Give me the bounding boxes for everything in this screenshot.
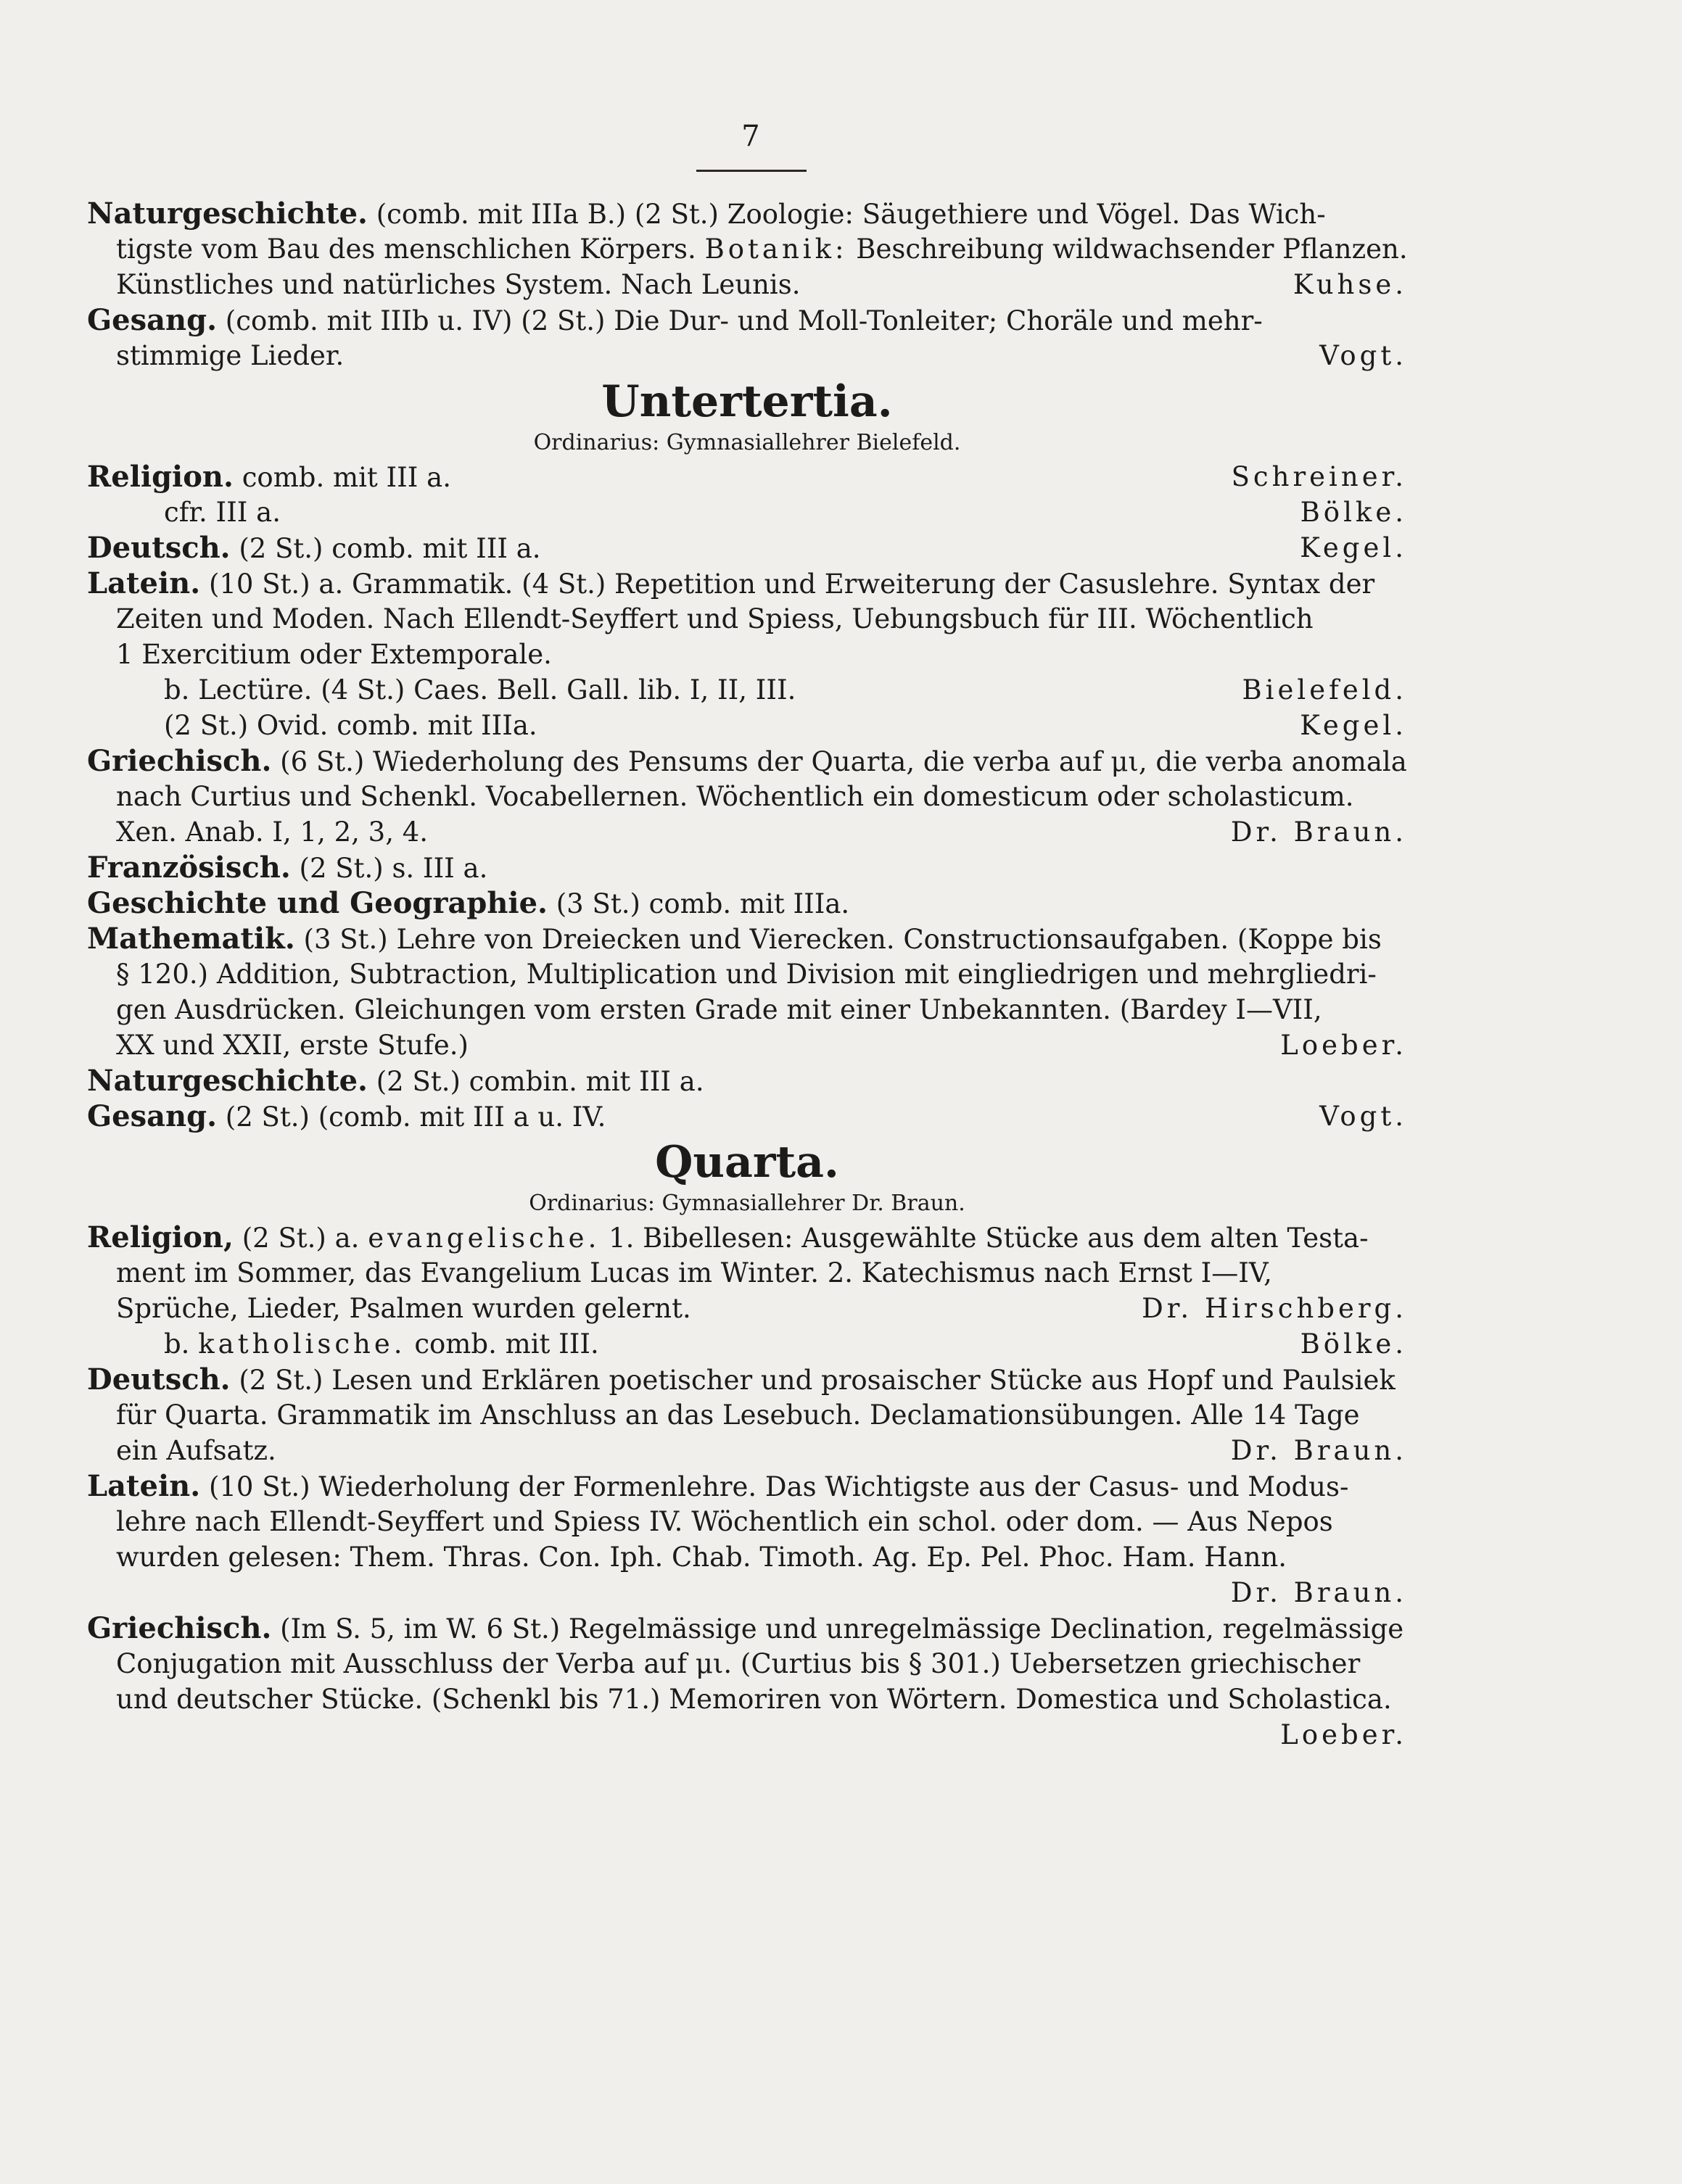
ut-religion-line-2 <box>87 495 1407 530</box>
ut-geschichte-line <box>87 885 1407 921</box>
ut-latein-text-5: (2 St.) Ovid. comb. mit IIIa. <box>164 710 537 741</box>
q-deutsch-text-1: (2 St.) Lesen und Erklären poetischer und prosaischer Stücke aus Hopf und Paulsiek <box>239 1365 1396 1396</box>
ut-natur-line <box>87 1063 1407 1099</box>
natur-teacher: Kuhse. <box>1293 269 1407 300</box>
q-religion-label: Religion, <box>87 1220 234 1254</box>
ut-griechisch-text-2: nach Curtius und Schenkl. Vocabellernen. Wöchentlich ein domesticum oder scholasticum. <box>116 781 1354 812</box>
q-religion-text-1c: 1. Bibellesen: Ausgewählte Stücke aus dem alten Testa- <box>609 1223 1369 1254</box>
q-griechisch-teacher: Loeber. <box>1280 1719 1407 1750</box>
section-heading-untertertia: Untertertia. <box>601 376 893 427</box>
q-latein-line-2 <box>87 1504 1407 1539</box>
q-griechisch-line-2 <box>87 1646 1407 1682</box>
ut-gesang-teacher: Vogt. <box>1319 1101 1407 1132</box>
ut-latein-text-3: 1 Exercitium oder Extemporale. <box>116 639 552 670</box>
q-religion-teacher-4: Bölke. <box>1300 1328 1407 1360</box>
natur-botanik: Botanik: <box>704 233 848 265</box>
q-griechisch-text-2: Conjugation mit Ausschluss der Verba auf μι. (Curtius bis § 301.) Uebersetzen griechischer <box>116 1648 1361 1679</box>
ut-gesang-line <box>87 1099 1407 1134</box>
ut-natur-text: (2 St.) combin. mit III a. <box>376 1066 704 1097</box>
q-latein-text-3: wurden gelesen: Them. Thras. Con. Iph. Chab. Timoth. Ag. Ep. Pel. Phoc. Ham. Hann. <box>116 1542 1287 1573</box>
ut-natur-label: Naturgeschichte. <box>87 1064 368 1098</box>
q-religion-text-1a: (2 St.) a. <box>242 1223 360 1254</box>
ut-religion-label: Religion. <box>87 460 234 494</box>
q-griechisch-text-1: (Im S. 5, im W. 6 St.) Regelmässige und unregelmässige Declination, regelmässige <box>280 1613 1404 1645</box>
q-latein-label: Latein. <box>87 1469 201 1503</box>
ut-latein-teacher-4: Bielefeld. <box>1242 674 1407 706</box>
ut-latein-text-4: b. Lectüre. (4 St.) Caes. Bell. Gall. lib. I, II, III. <box>164 674 796 706</box>
ut-geschichte-label: Geschichte und Geographie. <box>87 886 548 920</box>
ut-gesang-label: Gesang. <box>87 1099 218 1133</box>
ut-franz-label: Französisch. <box>87 851 291 885</box>
natur-text-2: tigste vom Bau des menschlichen Körpers. <box>116 233 696 265</box>
ut-franz-text: (2 St.) s. III a. <box>299 853 488 884</box>
q-latein-text-2: lehre nach Ellendt-Seyffert und Spiess IV. Wöchentlich ein schol. oder dom. — Aus Nepos <box>116 1506 1333 1537</box>
ordinarius-untertertia: Ordinarius: Gymnasiallehrer Bielefeld. <box>533 430 961 455</box>
ordinarius-quarta: Ordinarius: Gymnasiallehrer Dr. Braun. <box>529 1191 965 1216</box>
ut-mathe-label: Mathematik. <box>87 922 295 956</box>
ut-mathe-text-1: (3 St.) Lehre von Dreiecken und Vierecken. Constructionsaufgaben. (Koppe bis <box>303 924 1382 955</box>
ut-mathe-line-1 <box>87 921 1407 956</box>
ut-griechisch-text-1: (6 St.) Wiederholung des Pensums der Quarta, die verba auf μι, die verba anomala <box>280 746 1407 777</box>
q-griechisch-label: Griechisch. <box>87 1611 272 1645</box>
natur-label: Naturgeschichte. <box>87 197 368 231</box>
ut-deutsch-text: (2 St.) comb. mit III a. <box>239 533 541 564</box>
q-religion-line-2 <box>87 1255 1407 1291</box>
ut-latein-label: Latein. <box>87 566 201 600</box>
ut-mathe-text-3: gen Ausdrücken. Gleichungen vom ersten Grade mit einer Unbekannten. (Bardey I—VII, <box>116 994 1322 1025</box>
q-religion-line-1 <box>87 1220 1407 1255</box>
natur-text-2c: Beschreibung wildwachsender Pflanzen. <box>856 233 1408 265</box>
section-heading-quarta: Quarta. <box>655 1137 839 1188</box>
q-religion-text-4c: comb. mit III. <box>414 1328 599 1360</box>
page-number-rule <box>696 170 807 172</box>
ut-griechisch-line-3 <box>87 814 1407 850</box>
q-griechisch-text-3: und deutscher Stücke. (Schenkl bis 71.) Memoriren von Wörtern. Domestica und Scholastica. <box>116 1684 1392 1715</box>
natur-line-1 <box>87 196 1407 231</box>
ut-mathe-text-2: § 120.) Addition, Subtraction, Multiplication und Division mit eingliedrigen und mehrgliedri- <box>116 959 1377 990</box>
natur-text-3: Künstliches und natürliches System. Nach Leunis. <box>116 269 801 300</box>
ut-latein-line-2 <box>87 601 1407 637</box>
ut-griechisch-text-3: Xen. Anab. I, 1, 2, 3, 4. <box>116 816 429 848</box>
q-deutsch-label: Deutsch. <box>87 1362 231 1397</box>
ut-latein-text-2: Zeiten und Moden. Nach Ellendt-Seyffert und Spiess, Uebungsbuch für III. Wöchentlich <box>116 603 1314 634</box>
q-deutsch-teacher: Dr. Braun. <box>1230 1435 1407 1466</box>
q-religion-line-3 <box>87 1291 1407 1326</box>
ut-mathe-line-2 <box>87 956 1407 992</box>
ut-deutsch-teacher: Kegel. <box>1300 532 1407 563</box>
ut-griechisch-label: Griechisch. <box>87 744 272 778</box>
ut-latein-line-1 <box>87 566 1407 601</box>
q-deutsch-text-3: ein Aufsatz. <box>116 1435 276 1466</box>
ut-latein-line-5 <box>87 708 1407 743</box>
ut-religion-teacher-1: Schreiner. <box>1231 461 1407 492</box>
q-religion-teacher-3: Dr. Hirschberg. <box>1142 1293 1407 1324</box>
ut-latein-line-3 <box>87 637 1407 672</box>
ut-griechisch-teacher: Dr. Braun. <box>1230 816 1407 848</box>
ut-griechisch-line-2 <box>87 779 1407 814</box>
q-deutsch-text-2: für Quarta. Grammatik im Anschluss an das Lesebuch. Declamationsübungen. Alle 14 Tage <box>116 1399 1360 1431</box>
q-griechisch-line-3 <box>87 1682 1407 1717</box>
ut-latein-teacher-5: Kegel. <box>1300 710 1407 741</box>
q-latein-line-4 <box>87 1575 1407 1610</box>
q-deutsch-line-1 <box>87 1362 1407 1397</box>
gesang-label: Gesang. <box>87 303 218 337</box>
ut-mathe-line-3 <box>87 992 1407 1027</box>
ut-mathe-text-4: XX und XXII, erste Stufe.) <box>116 1030 469 1061</box>
q-latein-text-1: (10 St.) Wiederholung der Formenlehre. Das Wichtigste aus der Casus- und Modus- <box>208 1471 1349 1502</box>
q-griechisch-line-4 <box>87 1717 1407 1753</box>
gesang-text-1: (comb. mit IIIb u. IV) (2 St.) Die Dur- und Moll-Tonleiter; Choräle und mehr- <box>225 305 1263 336</box>
q-religion-line-4 <box>87 1326 1407 1362</box>
ut-religion-teacher-2: Bölke. <box>1300 497 1407 528</box>
natur-text-1: (comb. mit IIIa B.) (2 St.) Zoologie: Säugethiere und Vögel. Das Wich- <box>376 199 1326 230</box>
q-religion-text-2: ment im Sommer, das Evangelium Lucas im Winter. 2. Katechismus nach Ernst I—IV, <box>116 1257 1272 1289</box>
natur-line-3 <box>87 267 1407 302</box>
gesang-line-1 <box>87 302 1407 338</box>
ut-mathe-teacher: Loeber. <box>1280 1030 1407 1061</box>
ut-latein-text-1: (10 St.) a. Grammatik. (4 St.) Repetition und Erweiterung der Casuslehre. Syntax der <box>208 568 1375 600</box>
ut-religion-line-1 <box>87 459 1407 495</box>
q-deutsch-line-2 <box>87 1397 1407 1433</box>
ut-franz-line <box>87 850 1407 885</box>
ut-gesang-text: (2 St.) (comb. mit III a u. IV. <box>225 1101 606 1133</box>
gesang-text-2: stimmige Lieder. <box>116 340 345 371</box>
ut-deutsch-line <box>87 530 1407 566</box>
gesang-line-2 <box>87 338 1407 373</box>
ut-religion-text-1: comb. mit III a. <box>242 462 451 493</box>
page-number: 7 <box>741 120 760 153</box>
ut-religion-text-2: cfr. III a. <box>164 497 281 528</box>
ut-griechisch-line-1 <box>87 743 1407 779</box>
q-latein-teacher: Dr. Braun. <box>1230 1577 1407 1608</box>
q-griechisch-line-1 <box>87 1610 1407 1646</box>
q-religion-text-3: Sprüche, Lieder, Psalmen wurden gelernt. <box>116 1293 691 1324</box>
page-content <box>87 196 1407 1753</box>
q-religion-katholisch: katholische. <box>198 1328 406 1360</box>
ut-latein-line-4 <box>87 672 1407 708</box>
q-deutsch-line-3 <box>87 1433 1407 1468</box>
q-latein-line-3 <box>87 1539 1407 1575</box>
gesang-teacher: Vogt. <box>1319 340 1407 371</box>
ut-geschichte-text: (3 St.) comb. mit IIIa. <box>556 888 850 919</box>
ut-deutsch-label: Deutsch. <box>87 531 231 565</box>
q-latein-line-1 <box>87 1468 1407 1504</box>
ut-mathe-line-4 <box>87 1027 1407 1063</box>
q-religion-text-4a: b. <box>164 1328 190 1360</box>
natur-line-2 <box>87 231 1407 267</box>
q-religion-evangelisch: evangelische. <box>368 1223 601 1254</box>
